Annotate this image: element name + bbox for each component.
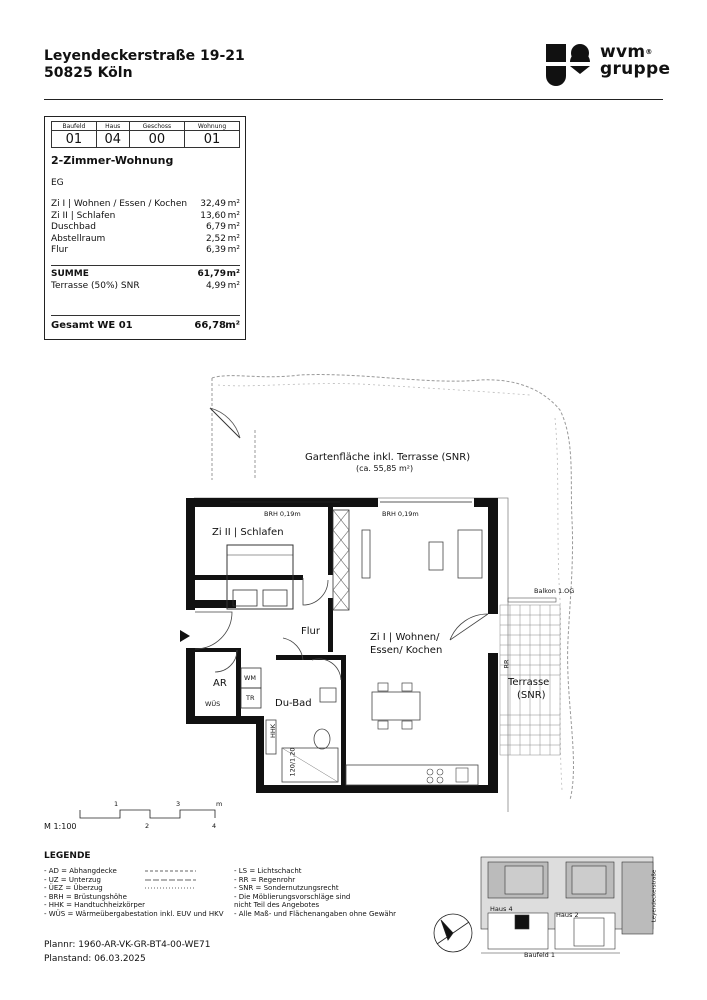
unit-type: 2-Zimmer-Wohnung bbox=[51, 154, 174, 167]
garden-area: (ca. 55,85 m²) bbox=[356, 464, 414, 473]
plan-date: Planstand: 06.03.2025 bbox=[44, 954, 146, 964]
legend-item: - SNR = Sondernutzungsrecht bbox=[234, 884, 339, 892]
legend-item: - ÜEZ = Überzug bbox=[44, 884, 103, 892]
hhk-label: HHK bbox=[269, 723, 278, 739]
id-header-baufeld: Baufeld bbox=[52, 122, 97, 131]
legend-item: - WÜS = Wärmeübergabestation inkl. EUV und HKV bbox=[44, 909, 224, 918]
room-label-flur: Flur bbox=[301, 626, 320, 637]
id-value-geschoss: 00 bbox=[129, 131, 184, 148]
room-name: Zi I | Wohnen / Essen / Kochen bbox=[51, 199, 188, 209]
terrace-area: 4,99 bbox=[205, 280, 226, 291]
wus-label: WÜS bbox=[205, 700, 221, 708]
total-unit: m² bbox=[225, 320, 240, 331]
balkon-label: Balkon 1.OG bbox=[534, 587, 575, 595]
shower-label: 120/1.20 bbox=[288, 747, 297, 777]
legend-item: - HHK = Handtuchheizkörper bbox=[44, 901, 146, 909]
legend-item: - AD = Abhangdecke bbox=[44, 867, 117, 875]
room-area: 2,52 bbox=[205, 233, 226, 244]
scale-mark-3: 3 bbox=[176, 800, 181, 808]
id-header-haus: Haus bbox=[96, 122, 129, 131]
siteplan-haus4: Haus 4 bbox=[490, 905, 513, 913]
id-value-haus: 04 bbox=[96, 131, 129, 148]
room-label-wohnen-2: Essen/ Kochen bbox=[370, 645, 443, 656]
room-unit: m² bbox=[227, 222, 240, 232]
room-name: Duschbad bbox=[51, 222, 96, 232]
total-label: Gesamt WE 01 bbox=[51, 320, 133, 331]
room-unit: m² bbox=[227, 233, 240, 244]
id-header-wohnung: Wohnung bbox=[185, 122, 240, 131]
sum-unit: m² bbox=[226, 269, 240, 279]
brh-left: BRH 0,19m bbox=[264, 510, 301, 518]
room-area: 32,49 bbox=[200, 199, 226, 209]
room-label-terrasse: Terrasse bbox=[508, 677, 550, 688]
legend-item: - RR = Regenrohr bbox=[234, 875, 296, 884]
room-area: 6,39 bbox=[205, 245, 226, 255]
room-unit: m² bbox=[227, 199, 240, 209]
legend-title: LEGENDE bbox=[44, 851, 91, 861]
room-label-wohnen-1: Zi I | Wohnen/ bbox=[370, 632, 440, 643]
room-name: Flur bbox=[51, 245, 69, 255]
unit-floor: EG bbox=[51, 178, 64, 188]
id-header-geschoss: Geschoss bbox=[129, 122, 184, 131]
scale-mark-1: 1 bbox=[114, 800, 119, 808]
garden-label: Gartenfläche inkl. Terrasse (SNR) bbox=[305, 452, 471, 463]
tr-label: TR bbox=[246, 694, 255, 702]
rr-label: RR bbox=[502, 659, 511, 669]
room-area: 6,79 bbox=[205, 222, 226, 232]
logo-text-1: wvm bbox=[600, 42, 646, 62]
siteplan-baufeld: Baufeld 1 bbox=[524, 951, 555, 959]
room-label-ar: AR bbox=[213, 678, 227, 689]
sum-area: 61,79 bbox=[197, 269, 226, 279]
legend-item: - Die Möblierungsvorschläge sind bbox=[234, 892, 351, 901]
legend-item: - BRH = Brüstungshöhe bbox=[44, 892, 127, 901]
room-label-terrasse-snr: (SNR) bbox=[517, 690, 546, 701]
id-value-baufeld: 01 bbox=[52, 131, 97, 148]
scale-label: M 1:100 bbox=[44, 822, 77, 831]
legend-item: - UZ = Unterzug bbox=[44, 875, 101, 884]
wm-label: WM bbox=[244, 674, 257, 682]
legend-item: - LS = Lichtschacht bbox=[234, 867, 302, 875]
room-name: Abstellraum bbox=[51, 233, 106, 244]
logo-text-2: gruppe bbox=[600, 59, 671, 79]
room-area: 13,60 bbox=[200, 210, 226, 221]
legend-item: nicht Teil des Angebotes bbox=[234, 901, 320, 909]
id-value-wohnung: 01 bbox=[185, 131, 240, 148]
room-label-schlafen: Zi II | Schlafen bbox=[212, 527, 284, 538]
room-name: Zi II | Schlafen bbox=[51, 210, 116, 221]
room-unit: m² bbox=[227, 245, 240, 255]
legend-col-2 bbox=[234, 867, 396, 918]
siteplan-haus2: Haus 2 bbox=[556, 911, 579, 919]
scale-mark-2: 2 bbox=[145, 822, 150, 830]
terrace-unit: m² bbox=[227, 280, 240, 291]
room-label-dubad: Du-Bad bbox=[275, 698, 312, 709]
logo-reg: ® bbox=[645, 48, 653, 56]
room-unit: m² bbox=[227, 210, 240, 221]
scale-mark-4: 4 bbox=[212, 822, 217, 830]
sum-label: SUMME bbox=[51, 269, 89, 279]
plan-info bbox=[44, 938, 211, 966]
terrace-label: Terrasse (50%) SNR bbox=[51, 280, 140, 291]
plan-number: Plannr: 1960-AR-VK-GR-BT4-00-WE71 bbox=[44, 940, 211, 950]
scale-mark-m: m bbox=[216, 800, 223, 808]
siteplan-street: Leyendeckerstraße bbox=[651, 869, 658, 923]
address-street: Leyendeckerstraße 19-21 bbox=[44, 48, 245, 64]
address-city: 50825 Köln bbox=[44, 65, 133, 81]
total-area: 66,78 bbox=[194, 320, 226, 331]
brh-right: BRH 0,19m bbox=[382, 510, 419, 518]
legend-item: - Alle Maß- und Flächenangaben ohne Gewähr bbox=[234, 909, 397, 918]
